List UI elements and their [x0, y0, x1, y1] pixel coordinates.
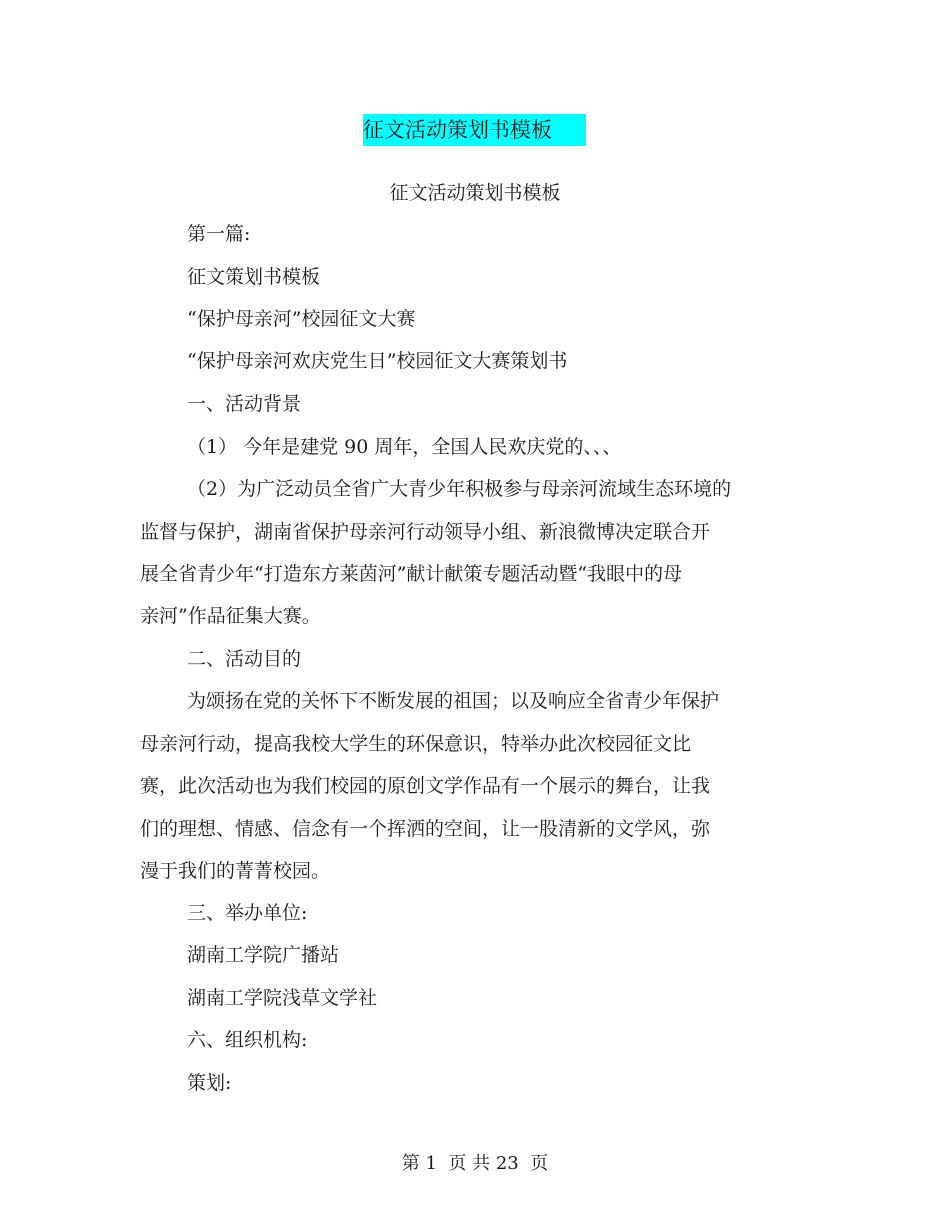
- text-line: 监督与保护，湖南省保护母亲河行动领导小组、新浪微博决定联合开: [140, 521, 711, 543]
- text-line: “保护母亲河”校园征文大赛: [187, 308, 416, 330]
- section-heading: 三、举办单位:: [187, 902, 308, 924]
- text-line: 亲河”作品征集大赛。: [140, 605, 321, 627]
- page-number-footer: 第 1 页 共 23 页: [401, 1153, 549, 1174]
- section-heading: 六、组织机构:: [187, 1029, 308, 1051]
- text-line: “保护母亲河欢庆党生日”校园征文大赛策划书: [187, 350, 568, 372]
- section-heading: 二、活动目的: [187, 648, 302, 670]
- text-line: 展全省青少年“打造东方莱茵河”献计献策专题活动暨“我眼中的母: [140, 563, 683, 585]
- text-line: 赛，此次活动也为我们校园的原创文学作品有一个展示的舞台，让我: [140, 775, 711, 797]
- section-heading: 一、活动背景: [187, 393, 302, 415]
- text-line: （1） 今年是建党 90 周年，全国人民欢庆党的、、、: [187, 436, 622, 458]
- text-line: 漫于我们的菁菁校园。: [140, 860, 331, 882]
- text-line: 湖南工学院浅草文学社: [187, 987, 378, 1009]
- text-line: 第一篇:: [187, 223, 251, 245]
- text-line: 们的理想、情感、信念有一个挥洒的空间，让一股清新的文学风，弥: [140, 818, 711, 840]
- text-line: 征文策划书模板: [187, 266, 321, 288]
- document-subtitle: 征文活动策划书模板: [389, 182, 561, 204]
- text-line: （2）为广泛动员全省广大青少年积极参与母亲河流域生态环境的: [187, 478, 732, 500]
- text-line: 策划:: [187, 1072, 232, 1094]
- text-line: 母亲河行动，提高我校大学生的环保意识，特举办此次校园征文比: [140, 733, 692, 755]
- text-line: 湖南工学院广播站: [187, 944, 340, 966]
- text-line: 为颂扬在党的关怀下不断发展的祖国；以及响应全省青少年保护: [187, 690, 720, 712]
- highlighted-title: 征文活动策划书模板: [363, 114, 586, 146]
